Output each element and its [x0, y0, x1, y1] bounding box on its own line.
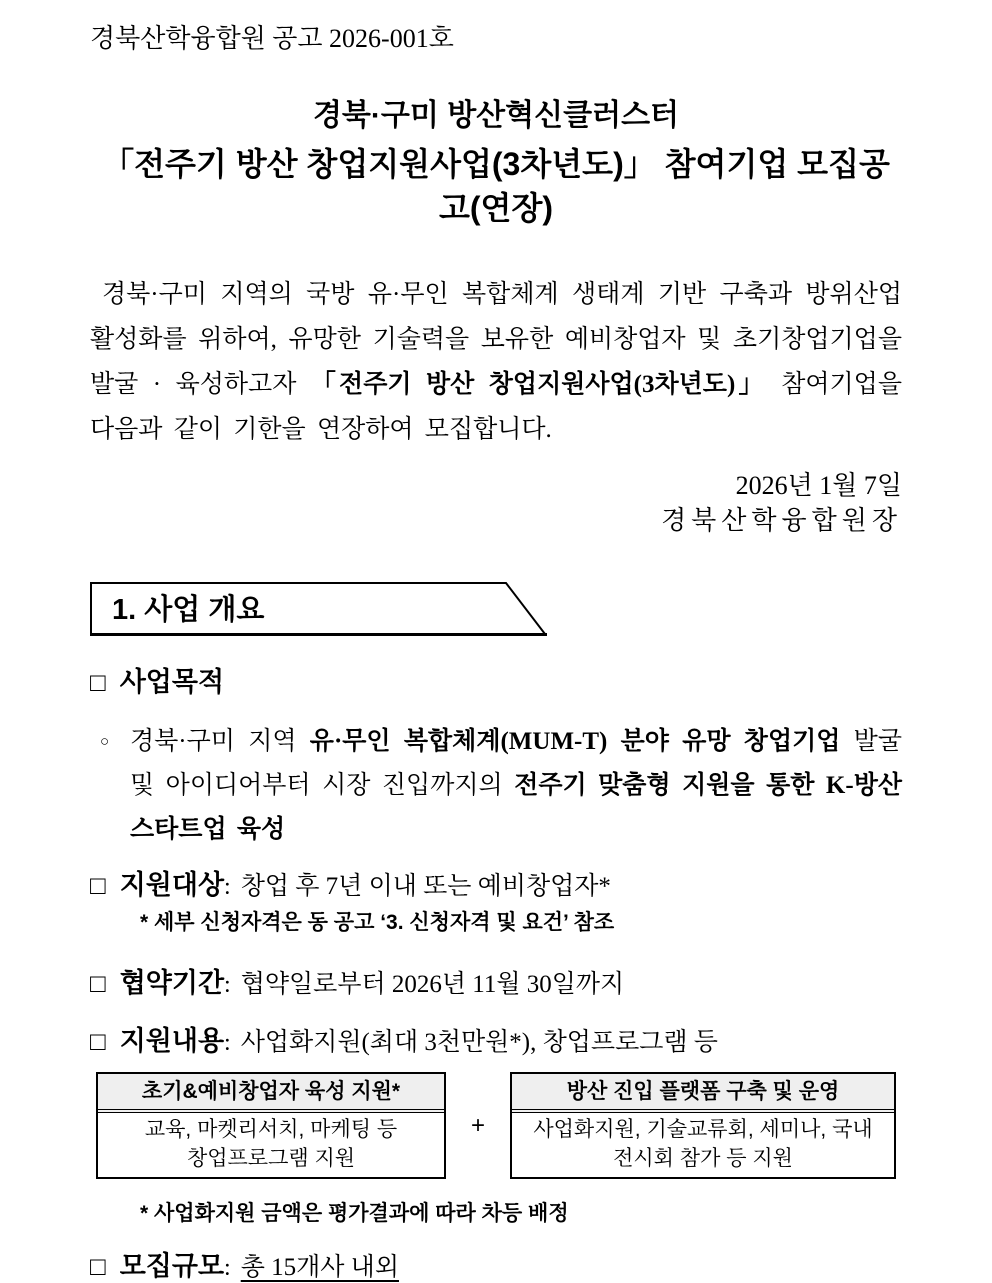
- section-banner-title: 1. 사업 개요: [112, 593, 265, 626]
- heading-target: [90, 866, 902, 902]
- intro-paragraph: 경북·구미 지역의 국방 유·무인 복합체계 생태계 기반 구축과 방위산업 활성화를 위하여, 유망한 기술력을 보유한 예비창업자 및 초기창업기업을 발굴 · 육성하고자 「전주기 방산 창업지원사업(3차년도)」 참여기업을 다음과 같이 기한을 연장하여 모집합니다.: [90, 281, 902, 443]
- heading-purpose: [90, 666, 902, 698]
- doc-number: 경북산학융합원 공고 2026-001호: [90, 24, 454, 53]
- scale-separator: :: [224, 1255, 231, 1281]
- support-box-platform-header: 방산 진입 플랫폼 구축 및 운영: [512, 1074, 894, 1113]
- heading-scale: [90, 1247, 902, 1283]
- plus-sign: +: [470, 1111, 485, 1139]
- period-value: 협약일로부터 2026년 11월 30일까지: [240, 971, 625, 998]
- support-box-startup-body: 교육, 마켓리서치, 마케팅 등 창업프로그램 지원: [144, 1118, 398, 1170]
- section-banner: [90, 582, 547, 636]
- announcement-date: 2026년 1월 7일: [735, 471, 902, 500]
- support-box-platform-body: 사업화지원, 기술교류회, 세미나, 국내 전시회 참가 등 지원: [533, 1118, 873, 1170]
- title-line-2: 「전주기 방산 창업지원사업(3차년도)」 참여기업 모집공고(연장): [102, 146, 890, 226]
- heading-content: [90, 1022, 902, 1058]
- content-value: 사업화지원(최대 3천만원*), 창업프로그램 등: [240, 1029, 718, 1056]
- support-table: [96, 1072, 896, 1179]
- square-bullet-icon: □: [90, 667, 106, 697]
- square-bullet-icon: □: [90, 1026, 106, 1056]
- circle-bullet-icon: ○: [100, 734, 110, 750]
- period-label: 협약기간: [119, 968, 225, 998]
- heading-period: [90, 964, 902, 1000]
- square-bullet-icon: □: [90, 1251, 106, 1281]
- title-line-1: 경북·구미 방산혁신클러스터: [312, 99, 680, 132]
- target-separator: :: [224, 874, 231, 900]
- content-note: * 사업화지원 금액은 평가결과에 따라 차등 배정: [140, 1202, 569, 1225]
- purpose-label: 사업목적: [119, 667, 225, 697]
- square-bullet-icon: □: [90, 968, 106, 998]
- period-separator: :: [224, 972, 231, 998]
- purpose-bullet: [90, 720, 902, 852]
- support-box-startup-header: 초기&예비창업자 육성 지원*: [98, 1074, 444, 1113]
- date-signer-block: [90, 468, 902, 538]
- support-box-platform: [510, 1072, 896, 1179]
- content-separator: :: [224, 1030, 231, 1056]
- content-label: 지원내용: [119, 1026, 225, 1056]
- target-value: 창업 후 7년 이내 또는 예비창업자*: [240, 873, 611, 900]
- target-note: * 세부 신청자격은 동 공고 ‘3. 신청자격 및 요건’ 참조: [140, 911, 615, 934]
- scale-label: 모집규모: [119, 1251, 225, 1281]
- support-box-startup: [96, 1072, 446, 1179]
- square-bullet-icon: □: [90, 870, 106, 900]
- purpose-text: 경북·구미 지역 유·무인 복합체계(MUM-T) 분야 유망 창업기업 발굴 및 아이디어부터 시장 진입까지의 전주기 맞춤형 지원을 통한 K-방산 스타트업 육성: [130, 728, 902, 843]
- scale-value: 총 15개사 내외: [240, 1254, 399, 1281]
- signer: 경북산학융합원장: [661, 506, 902, 535]
- target-label: 지원대상: [119, 870, 225, 900]
